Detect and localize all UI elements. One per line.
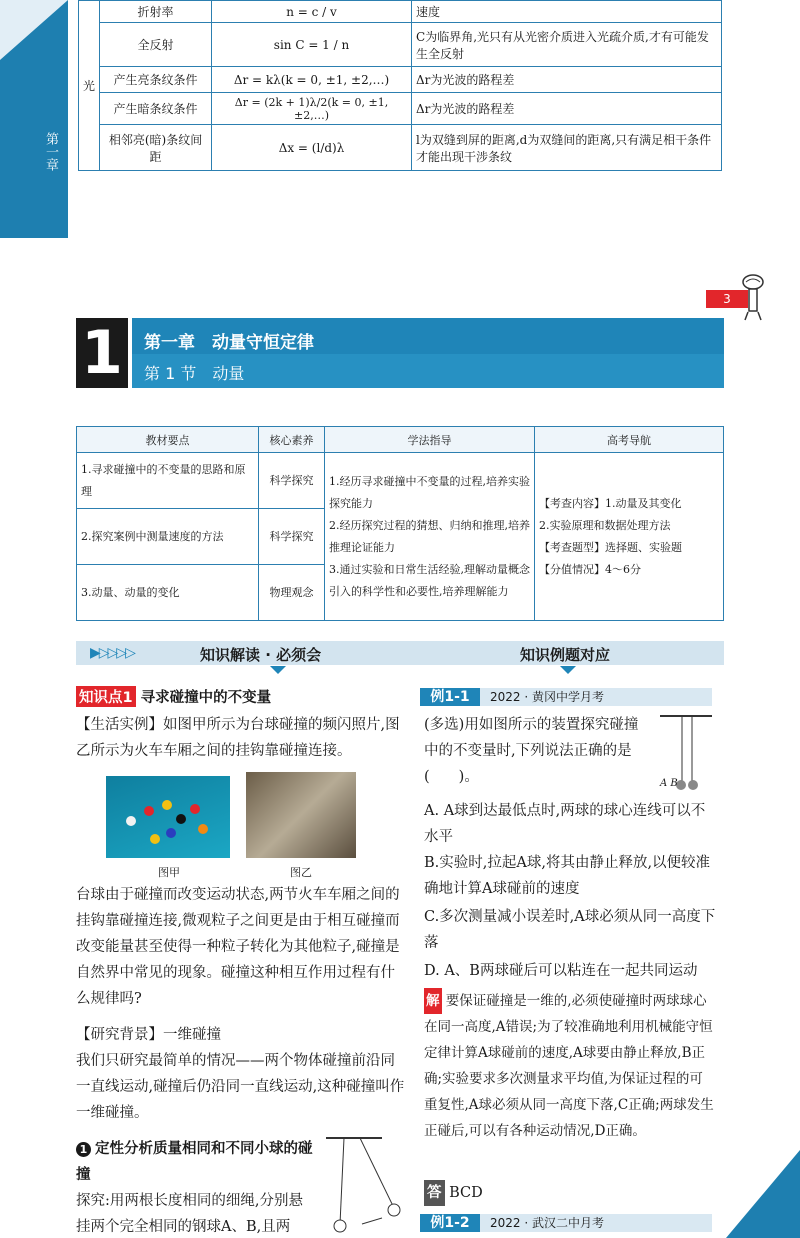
row-formula: Δx = (l/d)λ (212, 125, 412, 171)
left-section-title: 知识解读 · 必须会 (200, 646, 322, 664)
page-number: 3 (706, 290, 748, 308)
knowledge-badge: 知识点1 (76, 686, 136, 707)
ball-labels: A B (660, 778, 678, 789)
solution-badge: 解 (424, 988, 442, 1014)
guide-item: 2.经历探究过程的猜想、归纳和推理,培养推理论证能力 (329, 518, 530, 554)
row-name: 折射率 (100, 1, 212, 23)
col-header: 教材要点 (77, 427, 259, 453)
category-cell: 光 (79, 1, 100, 171)
life-example: 【生活实例】如图甲所示为台球碰撞的频闪照片,图乙所示为火车车厢之间的挂钩靠碰撞连接。 (76, 717, 400, 759)
row-note: Δr为光波的路程差 (412, 93, 722, 125)
arrows-icon: ▶▷▷▷▷ (90, 645, 134, 661)
option: B.实验时,拉起A球,将其由静止释放,以便较准确地计算A球碰前的速度 (424, 855, 711, 897)
optics-summary-table (78, 0, 722, 171)
row-note: Δr为光波的路程差 (412, 67, 722, 93)
item-heading (76, 1136, 316, 1188)
right-section-title: 知识例题对应 (520, 646, 611, 664)
item-title: 定性分析质量相同和不同小球的碰撞 (76, 1141, 313, 1183)
solution-text: 要保证碰撞是一维的,必须使碰撞时两球球心在同一高度,A错误;为了较准确地利用机械能守恒定律计算A球碰前的速度,A球要由静止释放,B正确;实验要求多次测量求平均值,为保证过程的可重复性,A球必须从同一高度下落,C正确;两球发生正碰后,可以有各种运动情况,D正确。 (424, 993, 714, 1139)
example-source: 2022 · 黄冈中学月考 (490, 690, 604, 704)
question-stem: (多选)用如图所示的装置探究碰撞中的不变量时,下列说法正确的是( )。 (424, 717, 639, 785)
figure-caption: 图甲 (158, 866, 180, 879)
col-header: 学法指导 (325, 427, 535, 453)
knowledge-heading (76, 686, 271, 707)
row-formula: Δr = kλ(k = 0, ±1, ±2,…) (212, 67, 412, 93)
row-formula: Δr = (2k + 1)λ/2(k = 0, ±1, ±2,…) (212, 93, 412, 125)
literacy-cell: 物理观念 (259, 565, 325, 621)
pendulum-diagram (322, 1134, 408, 1238)
chapter-number: 1 (76, 318, 128, 388)
literacy-cell: 科学探究 (259, 453, 325, 509)
col-header: 核心素养 (259, 427, 325, 453)
chapter-side-tab (0, 0, 68, 238)
mascot-icon (740, 272, 766, 322)
research-background: 【研究背景】一维碰撞 (76, 1027, 221, 1043)
down-arrow-icon (560, 666, 576, 674)
answer-badge: 答 (424, 1180, 445, 1206)
item-number: 1 (76, 1142, 91, 1157)
answer (424, 1180, 716, 1206)
exam-item: 2.实验原理和数据处理方法 (539, 518, 671, 532)
row-name: 产生暗条纹条件 (100, 93, 212, 125)
knowledge-title: 寻求碰撞中的不变量 (140, 690, 272, 706)
side-tab-label: 第一章 (43, 132, 58, 171)
paragraph: 我们只研究最简单的情况——两个物体碰撞前沿同一直线运动,碰撞后仍沿同一直线运动,这种碰撞叫作一维碰撞。 (76, 1053, 405, 1121)
answer-text: BCD (449, 1185, 483, 1201)
guide-item: 1.经历寻求碰撞中不变量的过程,培养实验探究能力 (329, 474, 530, 510)
row-note: 速度 (412, 1, 722, 23)
down-arrow-icon (270, 666, 286, 674)
paragraph: 探究:用两根长度相同的细绳,分别悬挂两个完全相同的钢球A、B,且两 (76, 1193, 303, 1235)
row-note: l为双缝到屏的距离,d为双缝间的距离,只有满足相干条件才能出现干涉条纹 (412, 125, 722, 171)
train-coupler-photo (246, 772, 356, 858)
row-name: 产生亮条纹条件 (100, 67, 212, 93)
exam-item: 【考查内容】1.动量及其变化 (539, 496, 682, 510)
col-header: 高考导航 (535, 427, 724, 453)
guide-item: 3.通过实验和日常生活经验,理解动量概念引入的科学性和必要性,培养理解能力 (329, 562, 530, 598)
paragraph: 台球由于碰撞而改变运动状态,两节火车车厢之间的挂钩靠碰撞连接,微观粒子之间更是由于相互碰撞而改变能量甚至使得一种粒子转化为其他粒子,碰撞是自然界中常见的现象。碰撞这种相互作用过程有什么规律吗? (76, 887, 400, 1007)
literacy-cell: 科学探究 (259, 509, 325, 565)
row-formula: n = c / v (212, 1, 412, 23)
billiards-photo (106, 776, 230, 858)
solution (424, 988, 716, 1144)
row-name: 相邻亮(暗)条纹间距 (100, 125, 212, 171)
example-badge: 例1-1 (420, 688, 480, 706)
corner-decoration (726, 1150, 800, 1238)
row-note: C为临界角,光只有从光密介质进入光疏介质,才有可能发生全反射 (412, 23, 722, 67)
row-name: 全反射 (100, 23, 212, 67)
option: C.多次测量减小误差时,A球必须从同一高度下落 (424, 909, 716, 951)
option: D. A、B两球碰后可以粘连在一起共同运动 (424, 963, 698, 979)
example-source: 2022 · 武汉二中月考 (490, 1216, 604, 1230)
exam-item: 【分值情况】4～6分 (539, 562, 641, 576)
guide-cell (325, 453, 535, 621)
figure-caption: 图乙 (290, 866, 312, 879)
row-formula: sin C = 1 / n (212, 23, 412, 67)
section-title: 第 1 节 动量 (144, 364, 245, 383)
overview-table (76, 426, 724, 621)
point-cell: 1.寻求碰撞中的不变量的思路和原理 (77, 453, 259, 509)
point-cell: 2.探究案例中测量速度的方法 (77, 509, 259, 565)
point-cell: 3.动量、动量的变化 (77, 565, 259, 621)
example-badge: 例1-2 (420, 1214, 480, 1232)
chapter-title: 第一章 动量守恒定律 (144, 333, 314, 353)
exam-item: 【考查题型】选择题、实验题 (539, 540, 682, 554)
option: A. A球到达最低点时,两球的球心连线可以不水平 (424, 803, 706, 845)
exam-cell (535, 453, 724, 621)
